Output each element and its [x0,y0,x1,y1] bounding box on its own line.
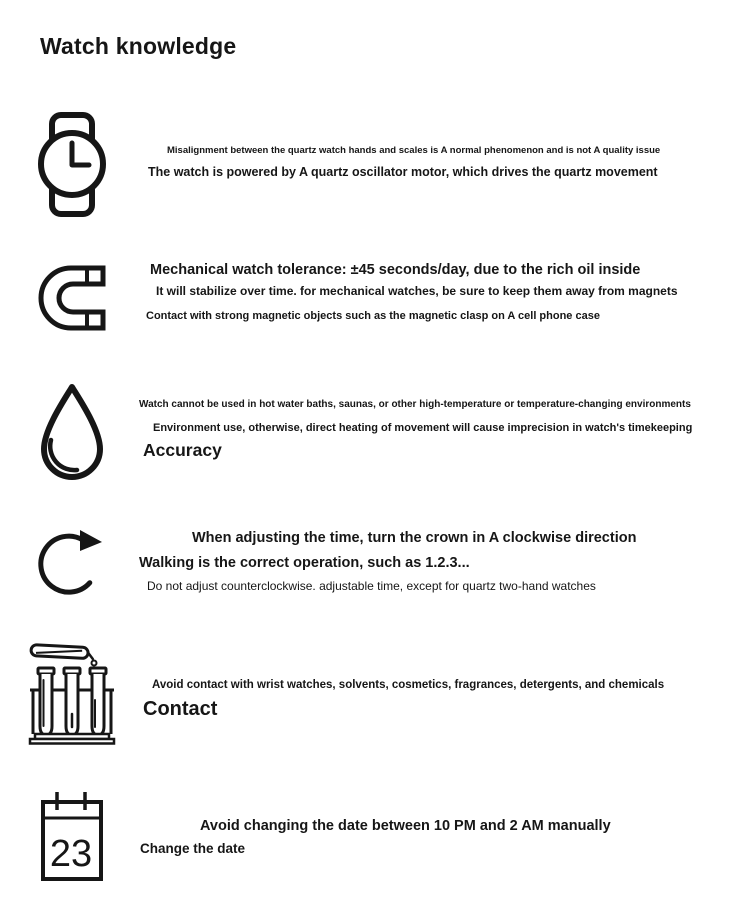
note-line: Mechanical watch tolerance: ±45 seconds/day, due to the rich oil inside [150,262,641,278]
calendar-day: 23 [49,833,93,875]
note-line: Do not adjust counterclockwise. adjustable time, except for quartz two-hand watches [147,579,596,593]
section-accuracy [0,380,750,490]
watch-icon [38,112,106,217]
clockwise-arrow-icon [36,520,106,602]
calendar-icon [40,790,104,882]
note-line: Change the date [140,841,246,856]
magnet-icon [37,262,107,340]
section-heading: Contact [143,698,218,720]
water-drop-icon [36,383,108,481]
note-line: Environment use, otherwise, direct heating of movement will cause imprecision in watch's timekeeping [153,422,693,434]
section-adjust-time [0,515,750,615]
page-title: Watch knowledge [40,33,237,59]
section-contact [0,640,750,755]
note-line: Avoid contact with wrist watches, solvents, cosmetics, fragrances, detergents, and chemicals [152,679,665,691]
note-line: Misalignment between the quartz watch hands and scales is A normal phenomenon and is not A quality issue [167,145,661,156]
note-line: When adjusting the time, turn the crown in A clockwise direction [192,530,637,546]
note-line: Walking is the correct operation, such as 1.2.3... [139,555,470,571]
test-tubes-icon [28,643,116,745]
note-line: It will stabilize over time. for mechanical watches, be sure to keep them away from magnets [156,284,678,298]
section-quartz-movement [0,105,750,225]
section-heading: Accuracy [143,440,222,460]
note-line: Watch cannot be used in hot water baths, saunas, or other high-temperature or temperature-changing environments [139,399,691,410]
note-line: Contact with strong magnetic objects such as the magnetic clasp on A cell phone case [146,310,600,322]
section-magnetism [0,255,750,345]
section-change-date [0,785,750,895]
note-line: The watch is powered by A quartz oscillator motor, which drives the quartz movement [148,165,658,179]
note-line: Avoid changing the date between 10 PM and 2 AM manually [200,818,611,834]
